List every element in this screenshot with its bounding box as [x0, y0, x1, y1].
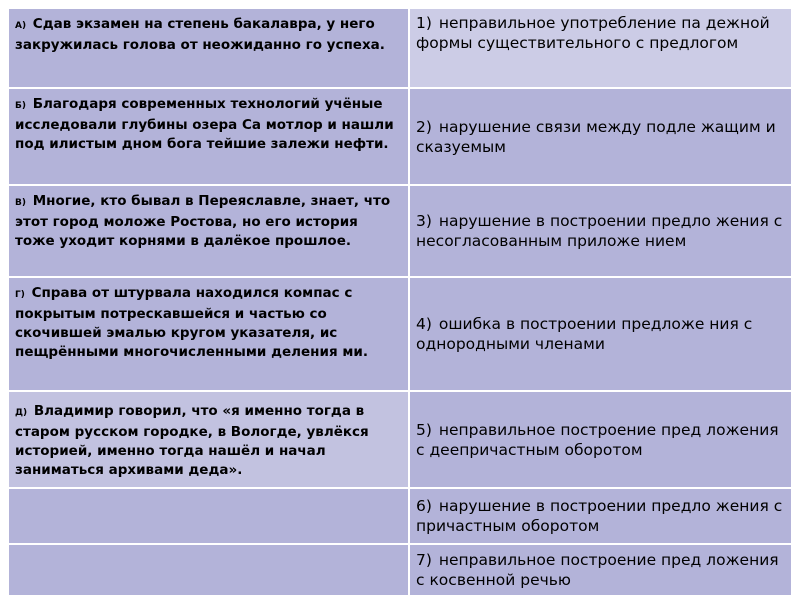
sentence-text: Многие, кто бывал в Переяславле, знает, что этот город моложе Ростова, но его история тоже уходит корнями в далёкое прошлое.: [15, 193, 391, 249]
table-row: [9, 9, 791, 87]
error-7-cell: [410, 545, 791, 595]
sentence-text: Справа от штурвала находился компас с покрытым потрескавшейся и частью со скочившей эмалью кругом указателя, ис пещрёнными многочисленными деления ми.: [15, 285, 368, 360]
matching-table: [7, 7, 793, 597]
table-row: [9, 489, 791, 543]
error-text: нарушение в построении предло жения с несогласованным приложе нием: [416, 212, 783, 250]
sentence-b-cell: [9, 89, 408, 184]
error-5-cell: [410, 392, 791, 487]
table-row: [9, 392, 791, 487]
sentence-text: Сдав экзамен на степень бакалавра, у него закружилась голова от неожиданно го успеха.: [15, 16, 385, 53]
error-text: ошибка в построении предложе ния с однородными членами: [416, 315, 753, 353]
sentence-letter: Б): [15, 101, 26, 111]
error-2-cell: [410, 89, 791, 184]
error-1-cell: [410, 9, 791, 87]
sentence-d-cell: [9, 392, 408, 487]
error-6-cell: [410, 489, 791, 543]
error-text: неправильное употребление па дежной формы существительного с предлогом: [416, 14, 770, 52]
error-number: 2): [416, 117, 432, 136]
error-3-cell: [410, 186, 791, 276]
empty-cell: [9, 545, 408, 595]
sentence-g-cell: [9, 278, 408, 390]
sentence-letter: В): [15, 198, 26, 208]
sentence-letter: Д): [15, 408, 28, 418]
table-row: [9, 186, 791, 276]
error-4-cell: [410, 278, 791, 390]
sentence-v-cell: [9, 186, 408, 276]
error-text: нарушение в построении предло жения с причастным оборотом: [416, 497, 783, 535]
table-row: [9, 545, 791, 595]
sentence-text: Благодаря современных технологий учёные исследовали глубины озера Са мотлор и нашли под илистым дном бога тейшие залежи нефти.: [15, 96, 394, 152]
sentence-letter: Г): [15, 290, 25, 300]
error-number: 5): [416, 420, 432, 439]
error-text: неправильное построение пред ложения с деепричастным оборотом: [416, 420, 779, 459]
error-text: нарушение связи между подле жащим и сказуемым: [416, 117, 776, 156]
table-row: [9, 278, 791, 390]
error-number: 1): [416, 14, 432, 32]
sentence-a-cell: [9, 9, 408, 87]
error-number: 4): [416, 315, 432, 333]
sentence-text: Владимир говорил, что «я именно тогда в старом русском городке, в Вологде, увлёкся историей, именно тогда нашёл и начал заниматься архивами деда».: [15, 403, 369, 478]
empty-cell: [9, 489, 408, 543]
error-number: 6): [416, 497, 432, 515]
sentence-letter: А): [15, 21, 27, 31]
error-number: 3): [416, 212, 432, 230]
error-number: 7): [416, 551, 432, 569]
table-row: [9, 89, 791, 184]
error-text: неправильное построение пред ложения с косвенной речью: [416, 551, 779, 589]
